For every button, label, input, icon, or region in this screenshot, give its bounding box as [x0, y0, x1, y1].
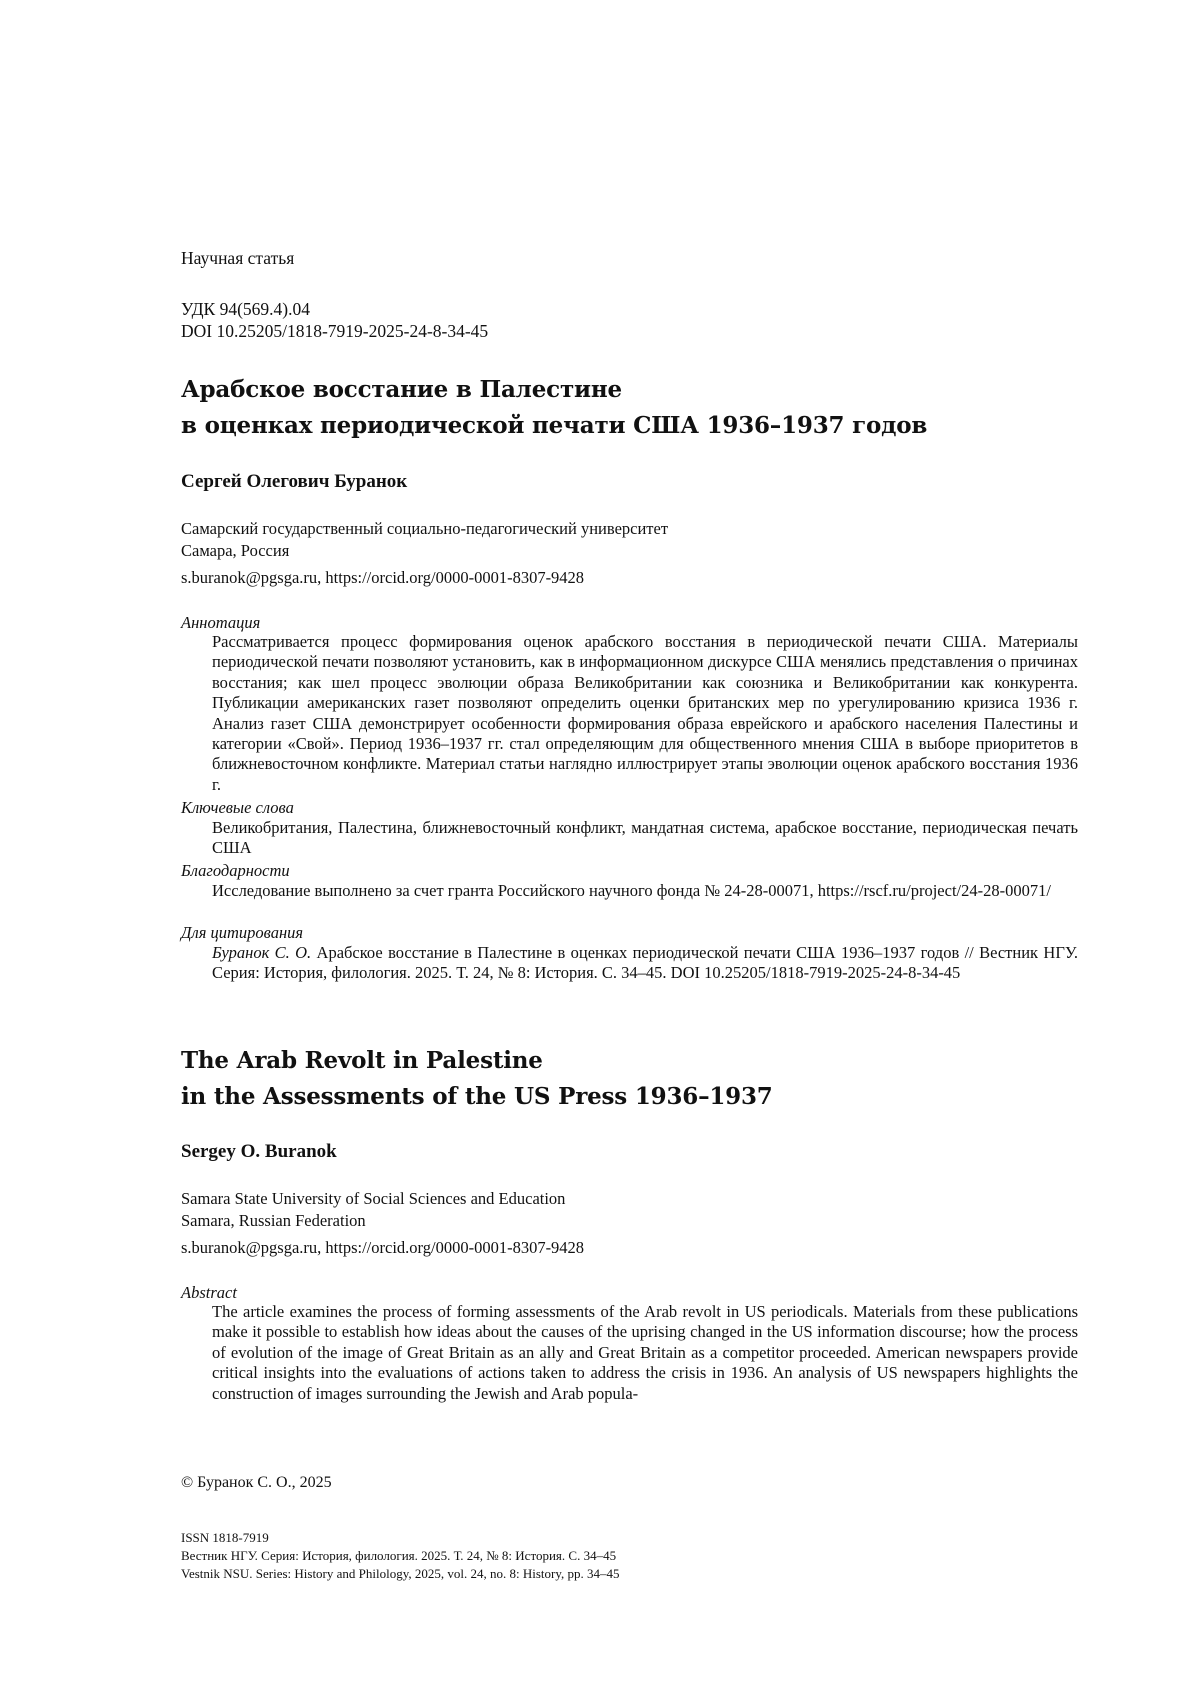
en-abstract: [212, 1302, 1078, 1404]
ru-city: Самара, Россия: [181, 540, 289, 561]
ru-ack: [212, 881, 1078, 901]
ru-abstract-text: Рассматривается процесс формирования оценок арабского восстания в периодической печати США. Материалы периодической печати позволяют установить, как в информационном дискурсе США менялись представления о причинах восстания; как шел процесс эволюции образа Великобритании как союзника и Великобритании как конкурента. Публикации американских газет позволяют определить оценки британских мер по урегулированию кризиса 1936 г. Анализ газет США демонстрирует особенности формирования образа еврейского и арабского населения Палестины и категории «Свой». Период 1936–1937 гг. стал определяющим для общественного мнения США в выборе приоритетов в ближневосточном конфликте. Материал статьи наглядно иллюстрирует этапы эволюции оценок арабского восстания 1936 г.: [212, 632, 1078, 795]
article-type: Научная статья: [181, 248, 294, 269]
ru-citation-body: Арабское восстание в Палестине в оценках периодической печати США 1936–1937 годов // Вестник НГУ. Серия: История, филология. 2025. Т. 24, № 8: История. С. 34–45. DOI 10.25205/1818-7919-2025-24-8-34-45: [212, 943, 1078, 982]
ru-ack-text: Исследование выполнено за счет гранта Российского научного фонда № 24-28-00071, https://rscf.ru/project/24-28-00071/: [212, 881, 1078, 901]
ru-abstract-label: Аннотация: [181, 613, 260, 633]
ru-citation-text: [212, 943, 1078, 984]
en-title-line-1: The Arab Revolt in Palestine: [181, 1043, 773, 1079]
ru-abstract: [212, 632, 1078, 795]
ru-citation-author: Буранок С. О.: [212, 943, 311, 962]
ru-affiliation: Самарский государственный социально-педагогический университет: [181, 518, 668, 539]
ru-keywords-text: Великобритания, Палестина, ближневосточный конфликт, мандатная система, арабское восстание, периодическая печать США: [212, 818, 1078, 859]
ru-ack-label: Благодарности: [181, 861, 290, 881]
ru-title: [181, 372, 927, 444]
udk: УДК 94(569.4).04: [181, 299, 310, 320]
journal-en: Vestnik NSU. Series: History and Philology, 2025, vol. 24, no. 8: History, pp. 34–45: [181, 1565, 620, 1583]
en-author: Sergey O. Buranok: [181, 1140, 337, 1164]
ru-author: Сергей Олегович Буранок: [181, 470, 407, 494]
doi: DOI 10.25205/1818-7919-2025-24-8-34-45: [181, 321, 488, 342]
ru-cite-label: Для цитирования: [181, 923, 303, 943]
en-abstract-text: The article examines the process of forming assessments of the Arab revolt in US periodicals. Materials from these publications make it possible to establish how ideas about the causes of the uprising changed in the US information discourse; how the process of evolution of the image of Great Britain as an ally and Great Britain as a competitor proceeded. American newspapers provide critical insights into the evaluations of actions taken to address the crisis in 1936. An analysis of US newspapers highlights the construction of images surrounding the Jewish and Arab popula-: [212, 1302, 1078, 1404]
en-title-line-2: in the Assessments of the US Press 1936–1937: [181, 1079, 773, 1115]
issn: ISSN 1818-7919: [181, 1529, 269, 1547]
en-city: Samara, Russian Federation: [181, 1210, 366, 1231]
ru-contacts: s.buranok@pgsga.ru, https://orcid.org/0000-0001-8307-9428: [181, 567, 584, 588]
en-title: [181, 1043, 773, 1115]
copyright: © Буранок С. О., 2025: [181, 1473, 332, 1493]
en-abstract-label: Abstract: [181, 1283, 237, 1303]
journal-ru: Вестник НГУ. Серия: История, филология. 2025. Т. 24, № 8: История. С. 34–45: [181, 1547, 616, 1565]
ru-keywords: [212, 818, 1078, 859]
en-contacts: s.buranok@pgsga.ru, https://orcid.org/0000-0001-8307-9428: [181, 1237, 584, 1258]
en-affiliation: Samara State University of Social Sciences and Education: [181, 1188, 565, 1209]
ru-title-line-1: Арабское восстание в Палестине: [181, 372, 927, 408]
ru-title-line-2: в оценках периодической печати США 1936–1937 годов: [181, 408, 927, 444]
ru-keywords-label: Ключевые слова: [181, 798, 294, 818]
ru-citation: [212, 943, 1078, 984]
